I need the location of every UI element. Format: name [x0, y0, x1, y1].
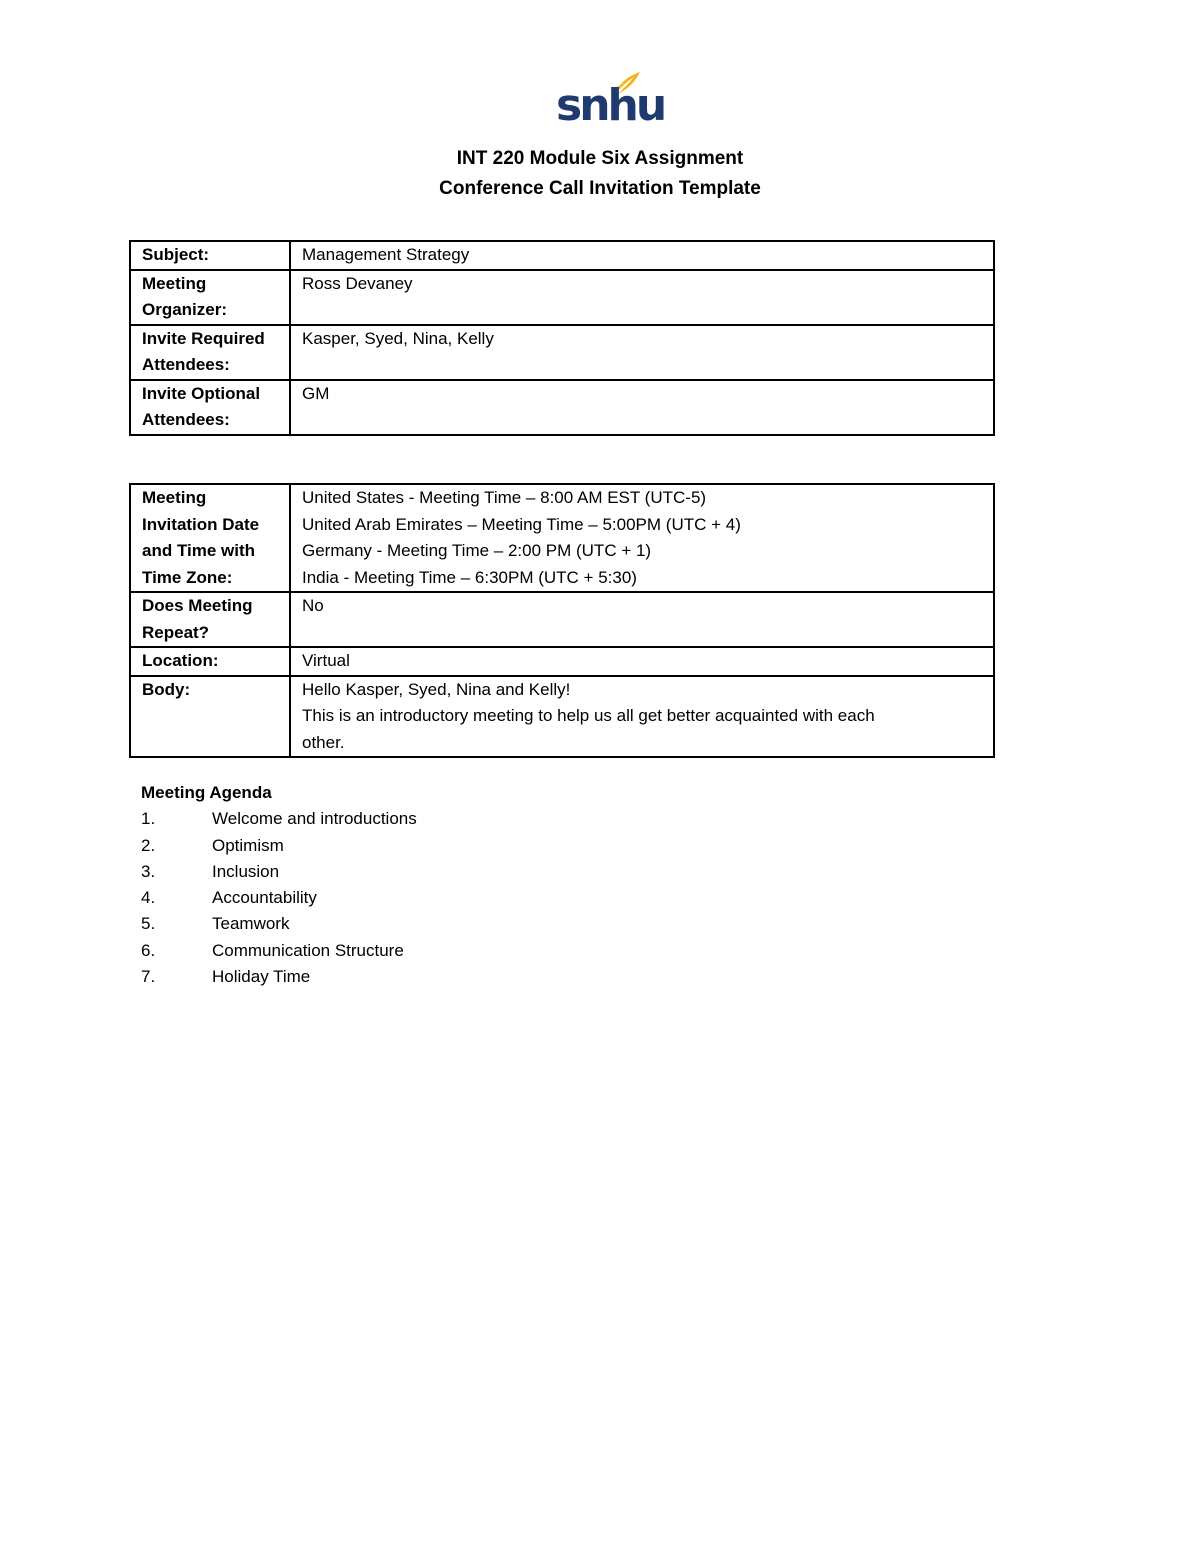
- agenda-item-text: Holiday Time: [212, 967, 311, 987]
- field-label: Subject:: [130, 241, 290, 270]
- table-row: [130, 325, 994, 380]
- agenda-item-number: 7.: [141, 967, 156, 987]
- meeting-schedule-table: [129, 483, 995, 758]
- agenda-item-text: Welcome and introductions: [212, 809, 417, 829]
- field-value-line: Management Strategy: [302, 245, 470, 264]
- table-row: [130, 270, 994, 325]
- document-header: [0, 144, 1200, 204]
- table-row: [130, 592, 994, 647]
- field-label: Invite Required Attendees:: [130, 325, 290, 380]
- agenda-item-text: Teamwork: [212, 914, 290, 934]
- field-value: [290, 380, 994, 435]
- agenda-title: Meeting Agenda: [141, 783, 272, 802]
- agenda-item-text: Accountability: [212, 888, 317, 908]
- field-label: Meeting Organizer:: [130, 270, 290, 325]
- agenda-item-number: 6.: [141, 940, 156, 960]
- agenda-list: [141, 806, 417, 990]
- meeting-agenda: [141, 780, 417, 990]
- agenda-item: [141, 938, 417, 964]
- field-value: [290, 484, 994, 592]
- field-value-line: Hello Kasper, Syed, Nina and Kelly!: [302, 679, 571, 699]
- agenda-item-number: 3.: [141, 861, 156, 881]
- agenda-item-number: 2.: [141, 835, 156, 855]
- page-subtitle: Conference Call Invitation Template: [439, 178, 761, 199]
- agenda-item: [141, 833, 417, 859]
- agenda-item-number: 5.: [141, 914, 156, 934]
- agenda-item: [141, 964, 417, 990]
- field-value-line: other.: [302, 732, 345, 752]
- snhu-logo: [548, 70, 665, 136]
- table-row: [130, 647, 994, 676]
- agenda-item: [141, 911, 417, 937]
- agenda-item: [141, 885, 417, 911]
- agenda-item: [141, 806, 417, 832]
- table-row: [130, 676, 994, 758]
- table-row: [130, 380, 994, 435]
- invitation-details-table: [129, 240, 995, 436]
- field-label: Body:: [130, 676, 290, 758]
- agenda-item: [141, 859, 417, 885]
- field-value-line: GM: [302, 383, 330, 403]
- field-value-line: Kasper, Syed, Nina, Kelly: [302, 328, 494, 348]
- page-title: INT 220 Module Six Assignment: [456, 148, 744, 169]
- field-value: [290, 676, 994, 758]
- agenda-item-number: 4.: [141, 888, 156, 908]
- field-label: Does Meeting Repeat?: [130, 592, 290, 647]
- field-value: [290, 592, 994, 647]
- field-value-line: Germany - Meeting Time – 2:00 PM (UTC + 1): [302, 541, 652, 560]
- table-row: [130, 241, 994, 270]
- logo-text: snhu: [556, 80, 665, 131]
- field-value-line: This is an introductory meeting to help us all get better acquainted with each: [302, 706, 875, 725]
- field-value-line: India - Meeting Time – 6:30PM (UTC + 5:30): [302, 567, 637, 587]
- field-value: [290, 325, 994, 380]
- table-row: [130, 484, 994, 592]
- agenda-item-text: Communication Structure: [212, 940, 404, 960]
- field-value-line: Ross Devaney: [302, 273, 413, 293]
- field-value: [290, 270, 994, 325]
- field-value-line: No: [302, 596, 324, 615]
- agenda-item-text: Optimism: [212, 835, 284, 855]
- field-value-line: United Arab Emirates – Meeting Time – 5:00PM (UTC + 4): [302, 514, 741, 534]
- field-value-line: Virtual: [302, 651, 350, 670]
- field-value: [290, 647, 994, 676]
- agenda-item-number: 1.: [141, 809, 156, 829]
- agenda-item-text: Inclusion: [212, 861, 280, 881]
- field-value-line: United States - Meeting Time – 8:00 AM EST (UTC-5): [302, 488, 707, 507]
- field-label: Location:: [130, 647, 290, 676]
- field-label: Meeting Invitation Date and Time with Time Zone:: [130, 484, 290, 592]
- field-label: Invite Optional Attendees:: [130, 380, 290, 435]
- field-value: [290, 241, 994, 270]
